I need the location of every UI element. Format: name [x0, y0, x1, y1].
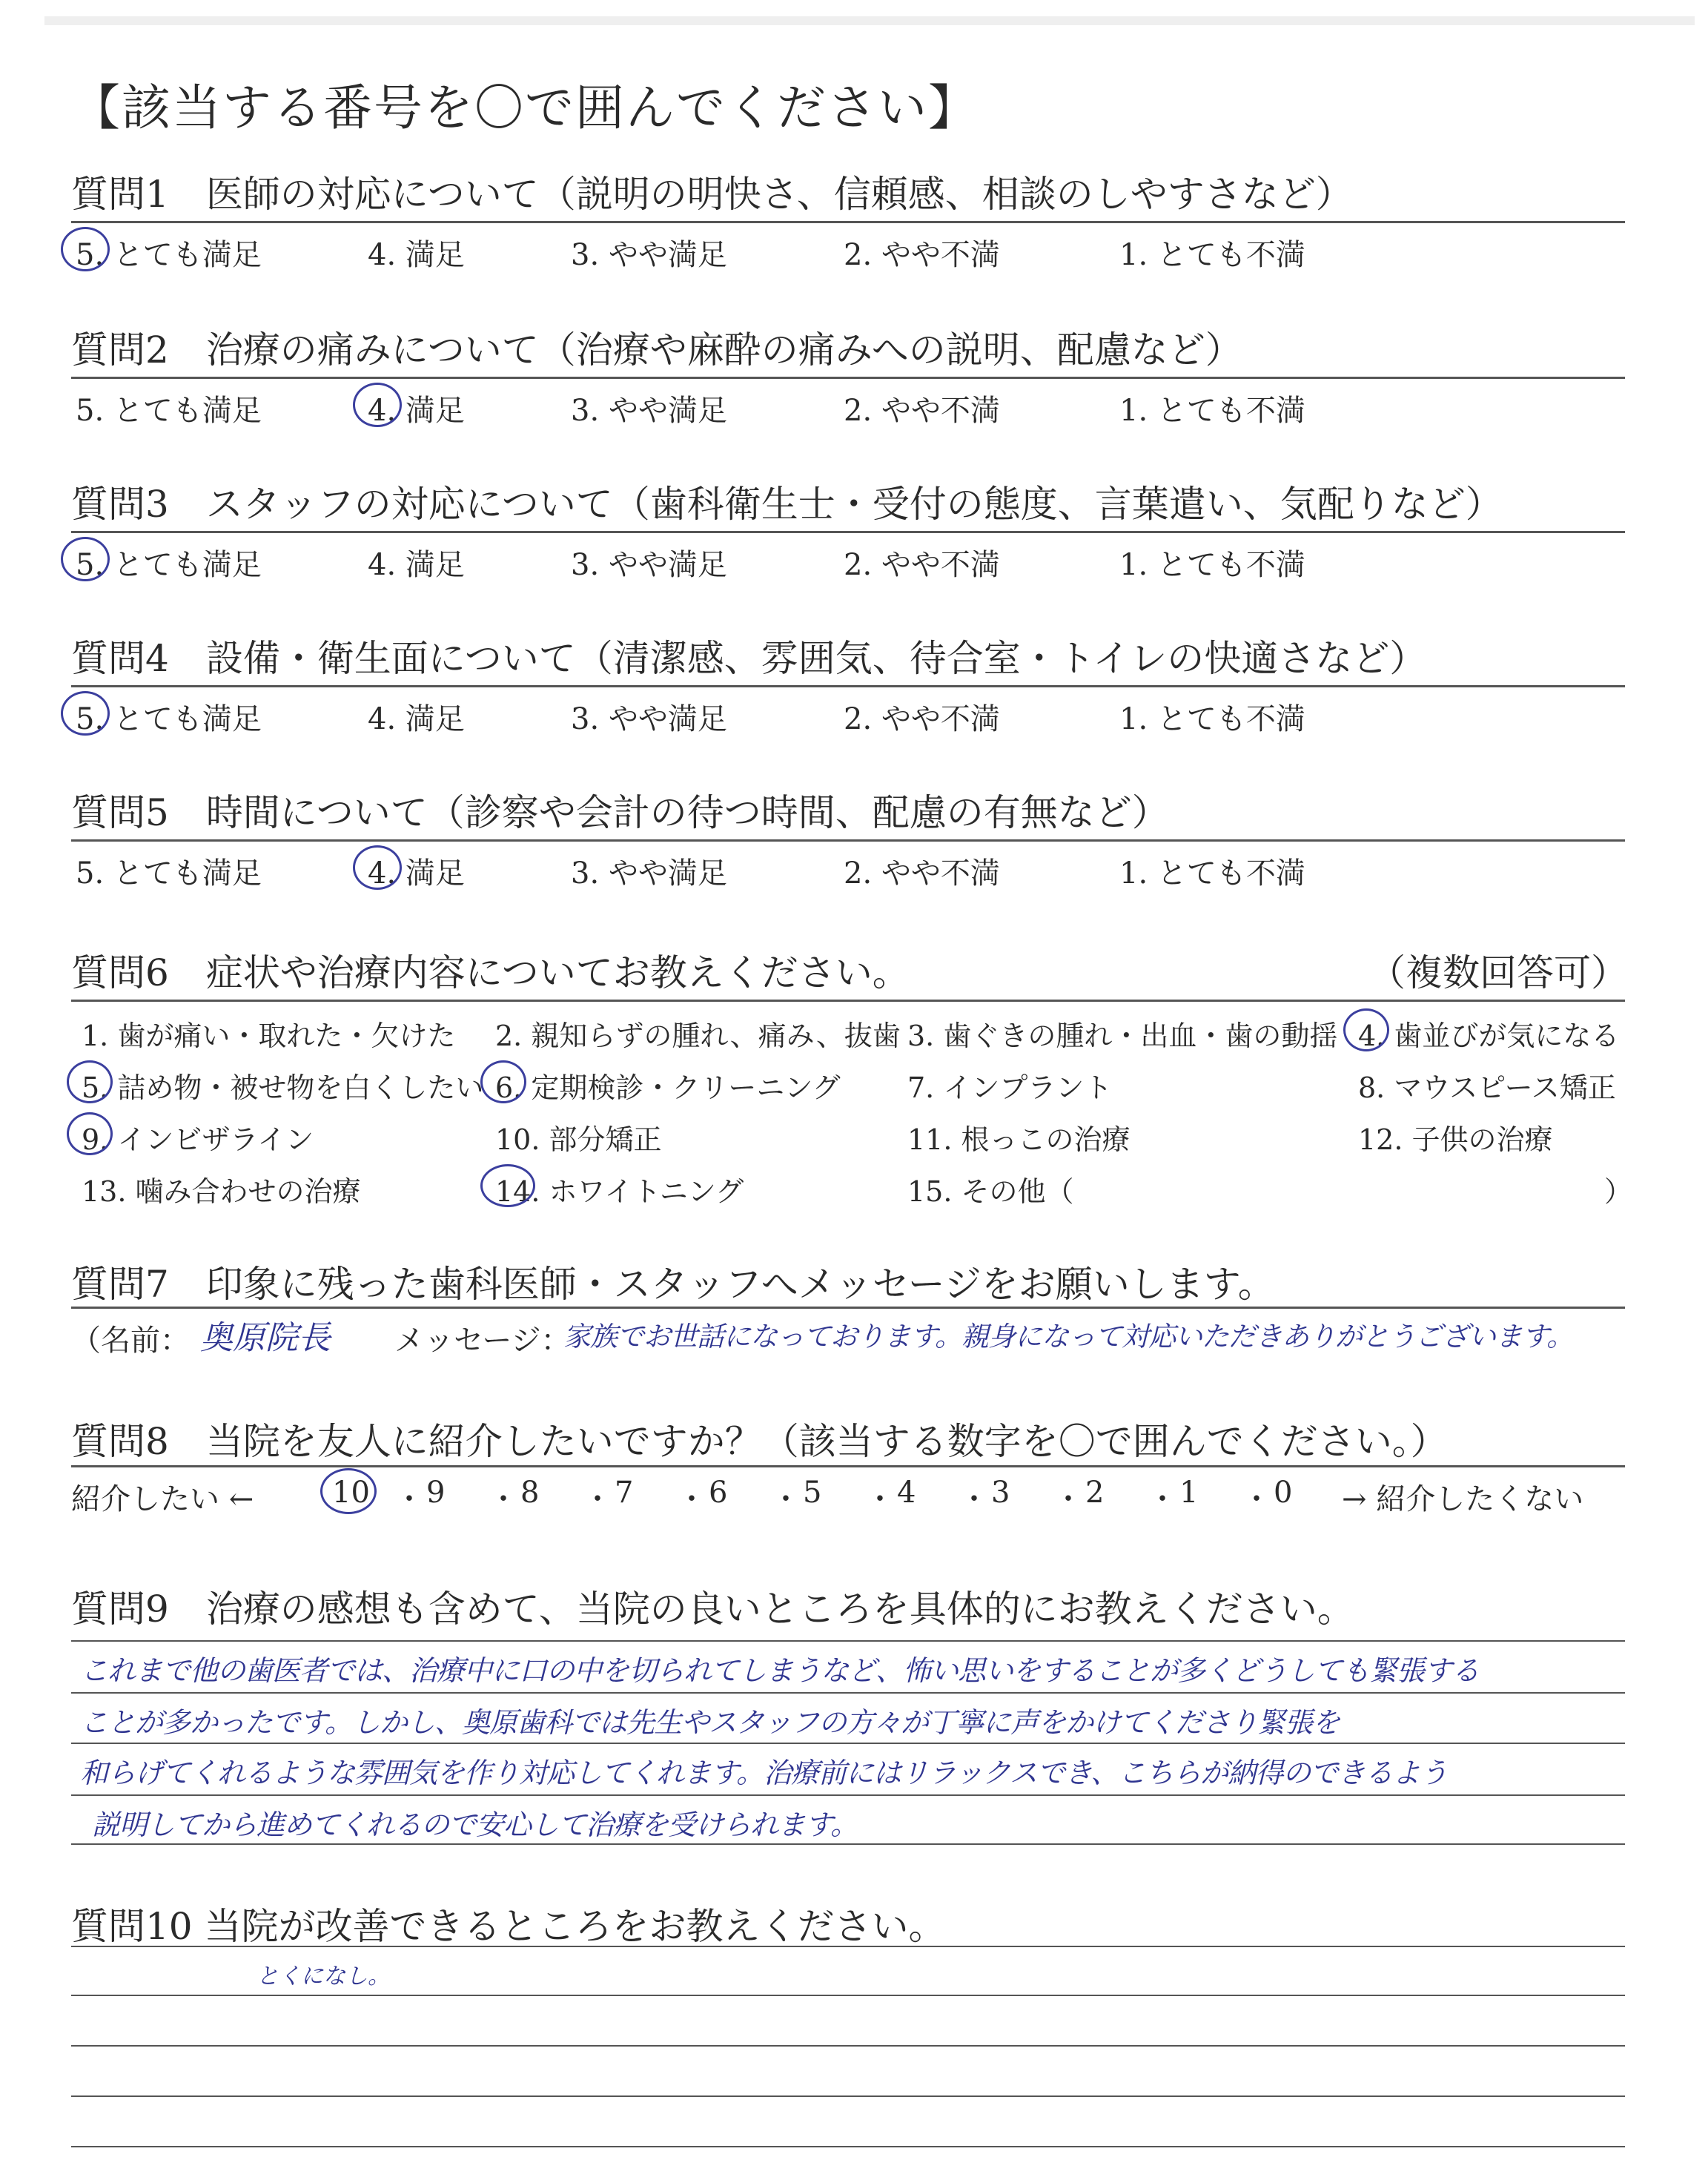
q9-answer-line: これまで他の歯医者では、治療中に口の中を切られてしまうなど、怖い思いをすることが多くどうしても緊張する [80, 1654, 1480, 1687]
question-rule [71, 377, 1625, 379]
q6-option[interactable]: 7. インプラント [907, 1071, 1113, 1104]
q8-left-label: 紹介したい ← [71, 1482, 254, 1516]
q6-option[interactable]: 13. 噛み合わせの治療 [82, 1175, 361, 1208]
q6-selected-circle [480, 1164, 535, 1207]
q6-option[interactable]: 9. インビザライン [82, 1123, 314, 1156]
q7-name-label: （名前： [71, 1324, 190, 1358]
rating-option[interactable]: 5. とても満足 [76, 238, 262, 272]
q8-separator-dot: ・ [677, 1482, 706, 1516]
rating-option[interactable]: 3. やや満足 [571, 238, 727, 272]
q8-scale-value[interactable]: 4 [897, 1476, 916, 1510]
q6-option[interactable]: 1. 歯が痛い・取れた・欠けた [82, 1020, 456, 1052]
q7-name-handwritten: 奥原院長 [200, 1319, 331, 1357]
q6-option[interactable]: 2. 親知らずの腫れ、痛み、抜歯 [495, 1020, 901, 1052]
question-title: 質問4 設備・衛生面について（清潔感、雰囲気、待合室・トイレの快適さなど） [71, 637, 1427, 680]
q8-right-label: → 紹介したくない [1342, 1482, 1584, 1516]
rating-option[interactable]: 2. やや不満 [844, 548, 1000, 582]
q8-separator-dot: ・ [394, 1482, 424, 1516]
q8-separator-dot: ・ [1053, 1482, 1083, 1516]
q8-scale-value[interactable]: 5 [803, 1476, 822, 1510]
q6-option[interactable]: 4. 歯並びが気になる [1358, 1020, 1620, 1052]
q7-title: 質問7 印象に残った歯科医師・スタッフへメッセージをお願いします。 [71, 1263, 1275, 1306]
q6-option[interactable]: 6. 定期検診・クリーニング [495, 1071, 841, 1104]
selected-answer-circle [61, 537, 110, 581]
question-title: 質問2 治療の痛みについて（治療や麻酔の痛みへの説明、配慮など） [71, 328, 1242, 371]
q8-scale-value[interactable]: 2 [1085, 1476, 1105, 1510]
q8-scale-value[interactable]: 7 [615, 1476, 634, 1510]
question-rule [71, 685, 1625, 687]
q8-scale-value[interactable]: 10 [332, 1476, 370, 1510]
rating-option[interactable]: 5. とても満足 [76, 548, 262, 582]
q10-line [71, 2146, 1625, 2147]
q10-line [71, 2045, 1625, 2047]
q7-rule [71, 1307, 1625, 1309]
form-header: 【該当する番号を〇で囲んでください】 [71, 79, 979, 136]
q6-selected-circle [480, 1060, 526, 1103]
top-edge [44, 16, 1695, 25]
question-title: 質問3 スタッフの対応について（歯科衛生士・受付の態度、言葉遣い、気配りなど） [71, 483, 1503, 526]
q8-separator-dot: ・ [771, 1482, 801, 1516]
q8-separator-dot: ・ [1242, 1482, 1271, 1516]
q10-title: 質問10 当院が改善できるところをお教えください。 [71, 1905, 946, 1948]
q8-scale-value[interactable]: 8 [520, 1476, 540, 1510]
q8-title: 質問8 当院を友人に紹介したいですか？（該当する数字を〇で囲んでください。） [71, 1420, 1448, 1463]
rating-option[interactable]: 3. やや満足 [571, 548, 727, 582]
question-rule [71, 531, 1625, 533]
q8-scale-value[interactable]: 6 [709, 1476, 728, 1510]
rating-option[interactable]: 1. とても不満 [1119, 702, 1305, 736]
rating-option[interactable]: 3. やや満足 [571, 394, 727, 428]
q10-rule [71, 1946, 1625, 1947]
q8-rule [71, 1465, 1625, 1467]
q8-separator-dot: ・ [489, 1482, 518, 1516]
rating-option[interactable]: 1. とても不満 [1119, 856, 1305, 891]
q9-line [71, 1794, 1625, 1796]
q6-option[interactable]: 12. 子供の治療 [1358, 1123, 1553, 1156]
q6-selected-circle [1343, 1008, 1389, 1051]
question-title: 質問5 時間について（診察や会計の待つ時間、配慮の有無など） [71, 791, 1169, 834]
rating-option[interactable]: 4. 満足 [368, 548, 465, 582]
q6-other-close: ） [1604, 1175, 1633, 1208]
question-rule [71, 221, 1625, 223]
question-title: 質問1 医師の対応について（説明の明快さ、信頼感、相談のしやすさなど） [71, 173, 1353, 216]
rating-option[interactable]: 5. とても満足 [76, 394, 262, 428]
rating-option[interactable]: 1. とても不満 [1119, 394, 1305, 428]
rating-option[interactable]: 1. とても不満 [1119, 238, 1305, 272]
rating-option[interactable]: 2. やや不満 [844, 702, 1000, 736]
q9-line [71, 1692, 1625, 1694]
rating-option[interactable]: 5. とても満足 [76, 702, 262, 736]
rating-option[interactable]: 4. 満足 [368, 702, 465, 736]
q6-option[interactable]: 8. マウスピース矯正 [1358, 1071, 1616, 1104]
rating-option[interactable]: 4. 満足 [368, 238, 465, 272]
q8-separator-dot: ・ [1148, 1482, 1177, 1516]
q10-line [71, 2095, 1625, 2097]
q9-answer-line: 説明してから進めてくれるので安心して治療を受けられます。 [92, 1809, 858, 1841]
q8-separator-dot: ・ [865, 1482, 895, 1516]
q7-message-handwritten: 家族でお世話になっております。親身になって対応いただきありがとうございます。 [563, 1321, 1574, 1353]
q9-answer-line: ことが多かったです。しかし、奥原歯科では先生やスタッフの方々が丁寧に声をかけてくださり緊張を [80, 1706, 1340, 1739]
q7-message-label: メッセージ： [394, 1324, 571, 1358]
q6-option[interactable]: 14. ホワイトニング [495, 1175, 744, 1208]
q8-scale-value[interactable]: 9 [426, 1476, 446, 1510]
rating-option[interactable]: 2. やや不満 [844, 394, 1000, 428]
question-rule [71, 839, 1625, 842]
rating-option[interactable]: 1. とても不満 [1119, 548, 1305, 582]
q10-line [71, 1995, 1625, 1996]
rating-option[interactable]: 2. やや不満 [844, 238, 1000, 272]
q9-answer-line: 和らげてくれるような雰囲気を作り対応してくれます。治療前にはリラックスでき、こちらが納得のできるよう [80, 1757, 1448, 1789]
q6-rule [71, 1000, 1625, 1002]
q6-note: （複数回答可） [1368, 951, 1628, 994]
q9-title: 質問9 治療の感想も含めて、当院の良いところを具体的にお教えください。 [71, 1588, 1354, 1631]
q6-option[interactable]: 15. その他（ [907, 1175, 1074, 1208]
q8-separator-dot: ・ [959, 1482, 989, 1516]
q6-title: 質問6 症状や治療内容についてお教えください。 [71, 951, 910, 994]
rating-option[interactable]: 4. 満足 [368, 856, 465, 891]
q6-option[interactable]: 11. 根っこの治療 [907, 1123, 1131, 1156]
rating-option[interactable]: 3. やや満足 [571, 702, 727, 736]
rating-option[interactable]: 5. とても満足 [76, 856, 262, 891]
rating-option[interactable]: 2. やや不満 [844, 856, 1000, 891]
q8-scale-value[interactable]: 1 [1179, 1476, 1199, 1510]
rating-option[interactable]: 3. やや満足 [571, 856, 727, 891]
q6-option[interactable]: 3. 歯ぐきの腫れ・出血・歯の動揺 [907, 1020, 1338, 1052]
selected-answer-circle [61, 691, 110, 736]
q8-separator-dot: ・ [583, 1482, 612, 1516]
q6-option[interactable]: 5. 詰め物・被せ物を白くしたい [82, 1071, 484, 1104]
q6-option[interactable]: 10. 部分矯正 [495, 1123, 662, 1156]
q9-line [71, 1743, 1625, 1744]
selected-answer-circle [353, 845, 402, 890]
q6-selected-circle [67, 1112, 113, 1155]
selected-answer-circle [61, 227, 110, 271]
q6-selected-circle [67, 1060, 113, 1103]
q8-scale-value[interactable]: 0 [1274, 1476, 1293, 1510]
q8-selected-circle [320, 1468, 377, 1514]
q8-scale-value[interactable]: 3 [991, 1476, 1010, 1510]
selected-answer-circle [353, 383, 402, 427]
q9-line [71, 1843, 1625, 1845]
rating-option[interactable]: 4. 満足 [368, 394, 465, 428]
q9-line [71, 1640, 1625, 1642]
q10-answer-handwritten: とくになし。 [256, 1964, 390, 1989]
